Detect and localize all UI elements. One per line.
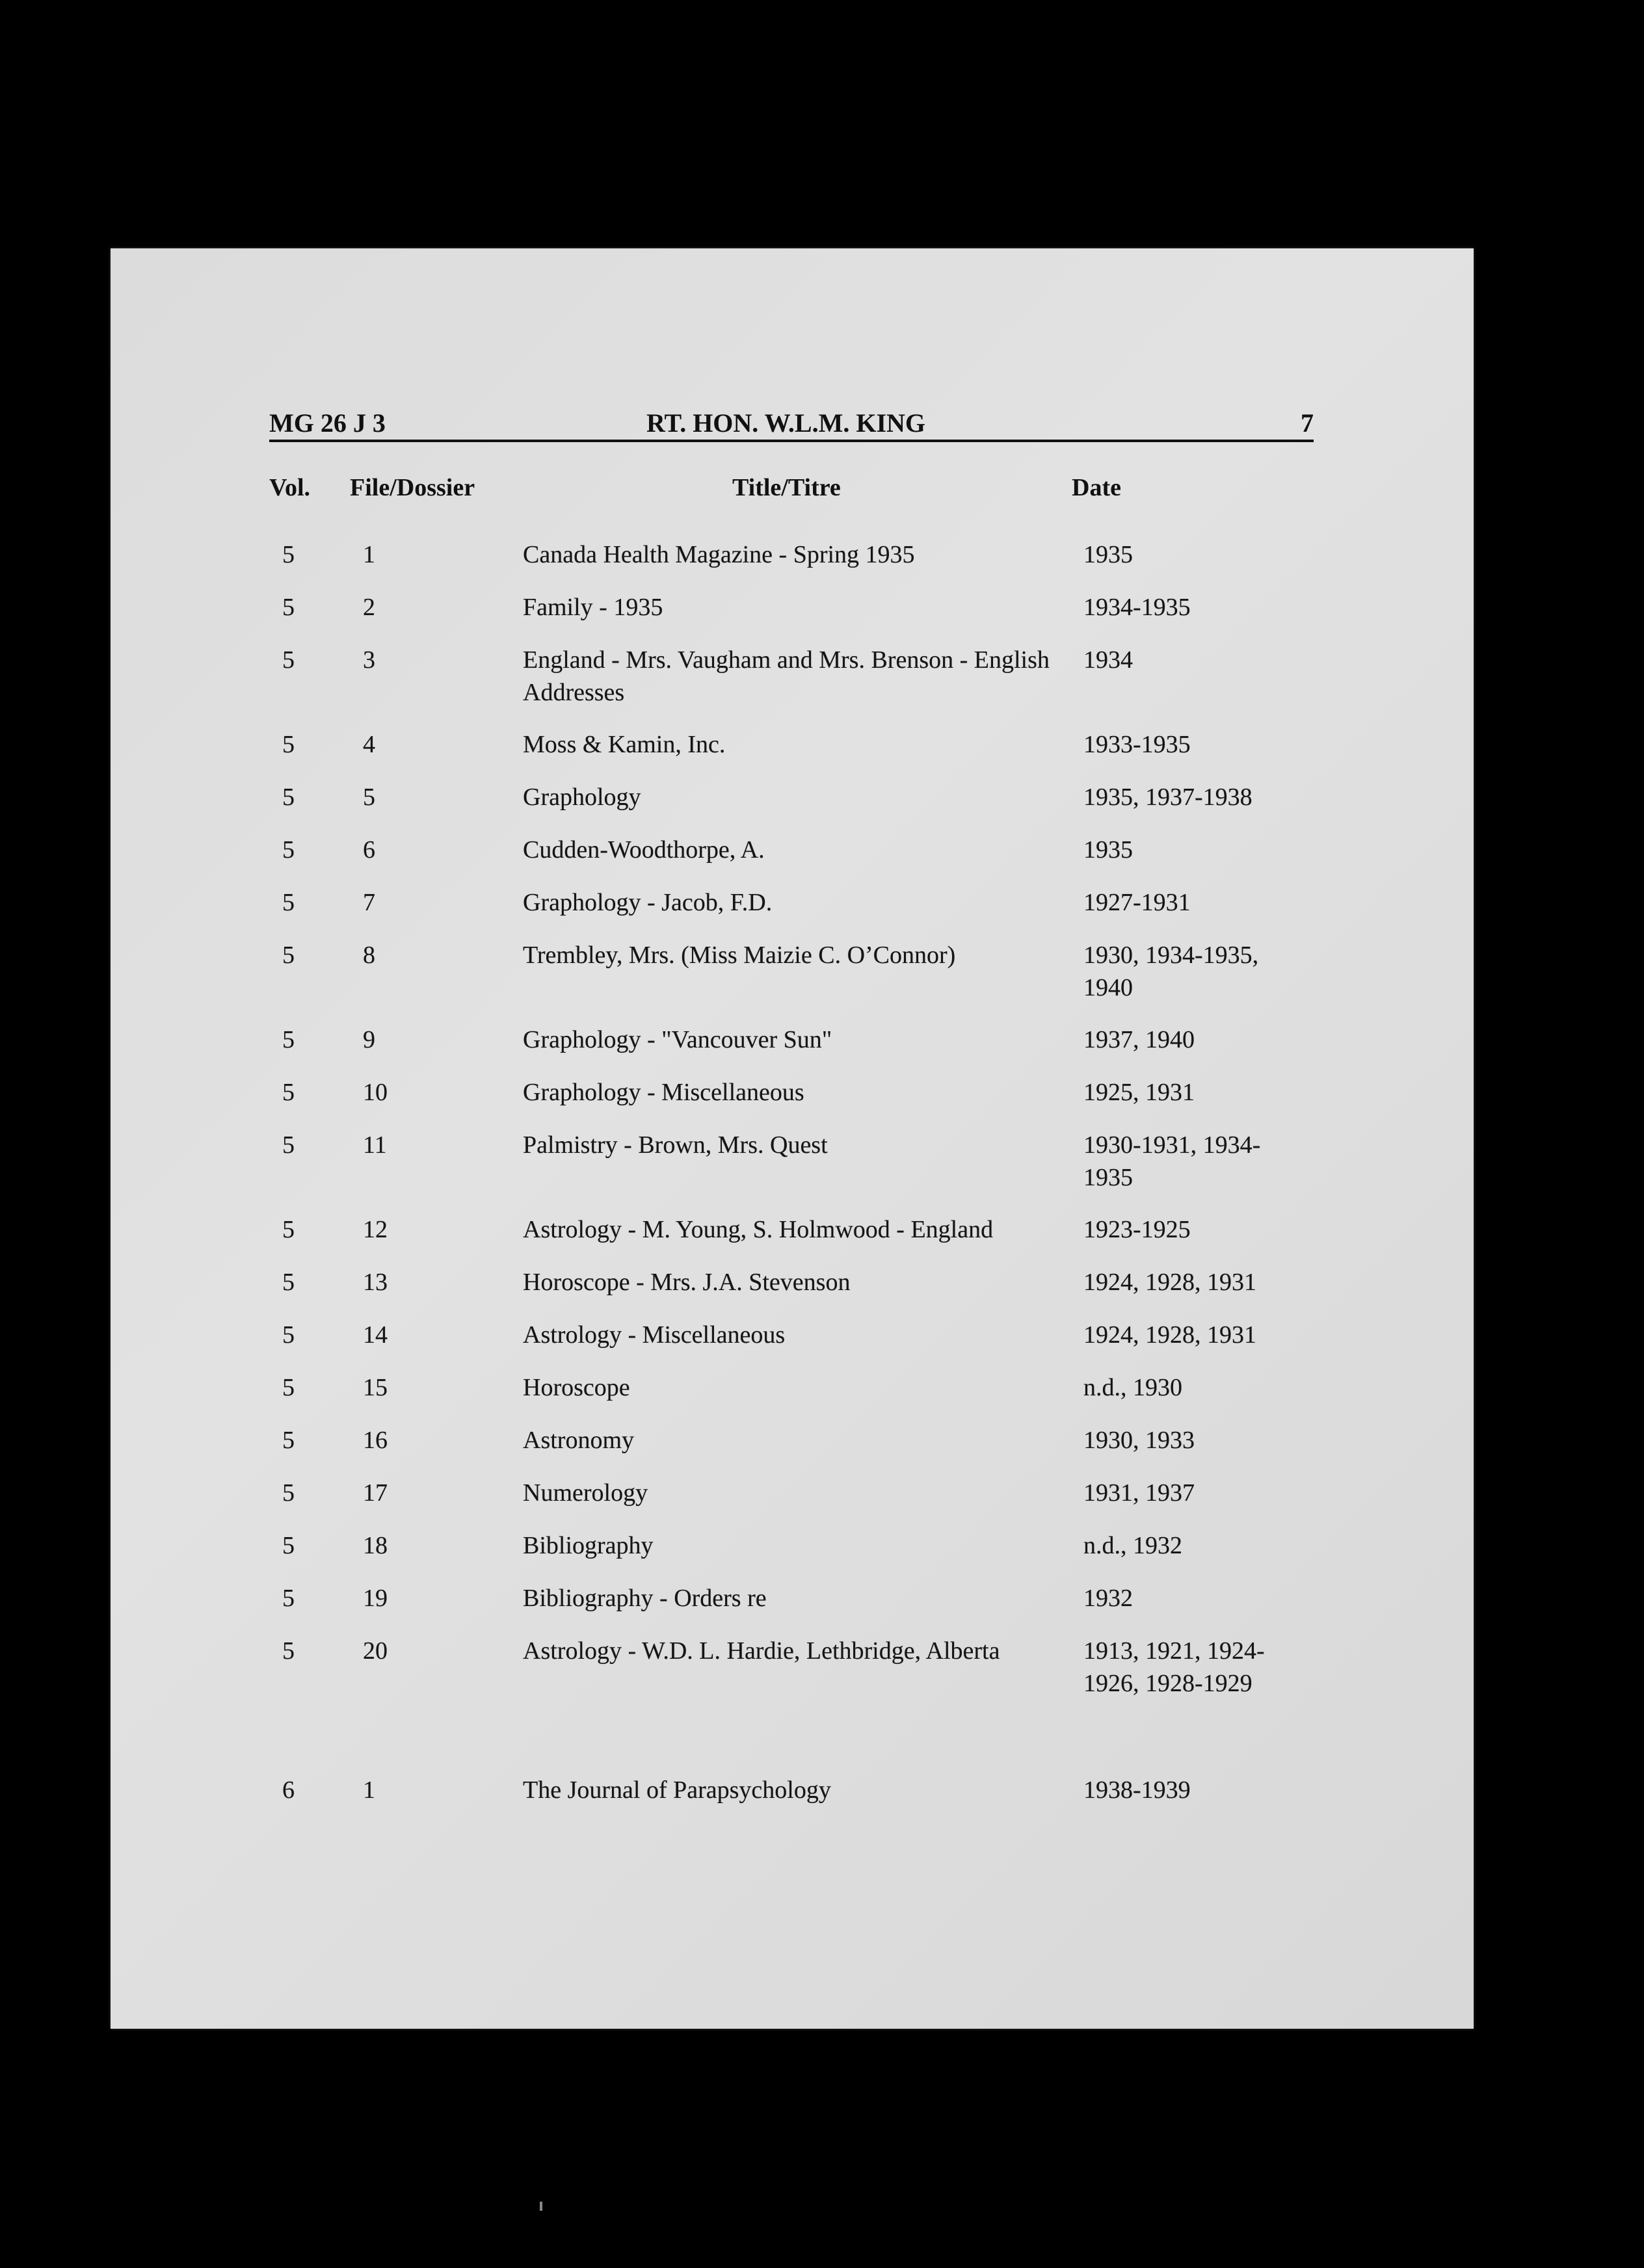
row-vol: 5: [282, 942, 295, 969]
row-vol: 5: [282, 594, 295, 621]
row-vol: 5: [282, 731, 295, 758]
column-header-title: Title/Titre: [732, 474, 841, 501]
row-title: Horoscope: [523, 1374, 630, 1401]
row-file: 1: [363, 541, 375, 568]
row-title: Bibliography - Orders re: [523, 1585, 767, 1612]
row-title: England - Mrs. Vaugham and Mrs. Brenson - English Addresses: [523, 646, 1050, 706]
row-vol: 5: [282, 1026, 295, 1053]
row-date: 1923-1925: [1083, 1216, 1191, 1243]
column-header-date: Date: [1072, 474, 1121, 501]
row-date: 1924, 1928, 1931: [1083, 1321, 1256, 1349]
row-file: 10: [363, 1079, 388, 1106]
row-date: 1930, 1934-1935, 1940: [1083, 942, 1259, 1001]
row-title: Family - 1935: [523, 594, 663, 621]
row-file: 15: [363, 1374, 388, 1401]
row-title: Graphology - "Vancouver Sun": [523, 1026, 832, 1053]
row-date: 1935: [1083, 836, 1133, 864]
row-vol: 5: [282, 784, 295, 811]
row-file: 20: [363, 1637, 388, 1665]
row-date: 1925, 1931: [1083, 1079, 1195, 1106]
row-file: 7: [363, 889, 375, 916]
row-title: Astrology - M. Young, S. Holmwood - England: [523, 1216, 994, 1243]
row-title: Astronomy: [523, 1427, 634, 1454]
row-file: 1: [363, 1776, 375, 1804]
row-date: 1937, 1940: [1083, 1026, 1195, 1053]
row-date: 1930-1931, 1934-1935: [1083, 1131, 1261, 1191]
row-file: 14: [363, 1321, 388, 1349]
row-vol: 5: [282, 1374, 295, 1401]
row-file: 8: [363, 942, 375, 969]
row-file: 18: [363, 1532, 388, 1559]
row-date: 1913, 1921, 1924-1926, 1928-1929: [1083, 1637, 1265, 1697]
row-date: 1927-1931: [1083, 889, 1191, 916]
row-date: 1938-1939: [1083, 1776, 1191, 1804]
row-title: Graphology: [523, 784, 641, 811]
row-file: 13: [363, 1269, 388, 1296]
row-file: 4: [363, 731, 375, 758]
row-vol: 5: [282, 1079, 295, 1106]
page-header: [269, 407, 1314, 442]
row-date: n.d., 1930: [1083, 1374, 1182, 1401]
row-vol: 5: [282, 1269, 295, 1296]
row-title: Numerology: [523, 1479, 648, 1507]
row-vol: 5: [282, 889, 295, 916]
row-title: Graphology - Jacob, F.D.: [523, 889, 773, 916]
row-title: Horoscope - Mrs. J.A. Stevenson: [523, 1269, 851, 1296]
row-title: Cudden-Woodthorpe, A.: [523, 836, 765, 864]
row-vol: 5: [282, 1637, 295, 1665]
scan-artifact: [540, 2202, 542, 2211]
row-title: Graphology - Miscellaneous: [523, 1079, 804, 1106]
row-date: 1932: [1083, 1585, 1133, 1612]
row-vol: 5: [282, 1321, 295, 1349]
row-date: 1934-1935: [1083, 594, 1191, 621]
row-file: 5: [363, 784, 375, 811]
fonds-reference: MG 26 J 3: [269, 408, 386, 438]
row-title: Astrology - W.D. L. Hardie, Lethbridge, Alberta: [523, 1637, 1000, 1665]
document-page: [111, 248, 1474, 2029]
column-header-file: File/Dossier: [350, 474, 475, 501]
row-title: The Journal of Parapsychology: [523, 1776, 831, 1804]
row-date: 1924, 1928, 1931: [1083, 1269, 1256, 1296]
row-date: 1935, 1937-1938: [1083, 784, 1253, 811]
row-title: Trembley, Mrs. (Miss Maizie C. O’Connor): [523, 942, 956, 969]
row-title: Palmistry - Brown, Mrs. Quest: [523, 1131, 828, 1159]
row-date: 1935: [1083, 541, 1133, 568]
row-file: 11: [363, 1131, 387, 1159]
row-date: 1931, 1937: [1083, 1479, 1195, 1507]
row-vol: 5: [282, 836, 295, 864]
row-title: Moss & Kamin, Inc.: [523, 731, 726, 758]
row-vol: 5: [282, 1216, 295, 1243]
row-file: 3: [363, 646, 375, 674]
row-file: 2: [363, 594, 375, 621]
row-vol: 5: [282, 1427, 295, 1454]
row-title: Astrology - Miscellaneous: [523, 1321, 786, 1349]
row-date: 1933-1935: [1083, 731, 1191, 758]
row-vol: 6: [282, 1776, 295, 1804]
row-vol: 5: [282, 1585, 295, 1612]
row-vol: 5: [282, 646, 295, 674]
row-vol: 5: [282, 1479, 295, 1507]
row-file: 19: [363, 1585, 388, 1612]
row-file: 6: [363, 836, 375, 864]
row-title: Bibliography: [523, 1532, 654, 1559]
page-number: 7: [1301, 408, 1314, 438]
row-vol: 5: [282, 541, 295, 568]
row-vol: 5: [282, 1532, 295, 1559]
row-file: 12: [363, 1216, 388, 1243]
row-date: 1930, 1933: [1083, 1427, 1195, 1454]
row-title: Canada Health Magazine - Spring 1935: [523, 541, 915, 568]
row-date: 1934: [1083, 646, 1133, 674]
row-file: 9: [363, 1026, 375, 1053]
row-date: n.d., 1932: [1083, 1532, 1182, 1559]
row-file: 16: [363, 1427, 388, 1454]
column-header-vol: Vol.: [269, 474, 311, 501]
row-file: 17: [363, 1479, 388, 1507]
fonds-title: RT. HON. W.L.M. KING: [646, 408, 926, 438]
row-vol: 5: [282, 1131, 295, 1159]
